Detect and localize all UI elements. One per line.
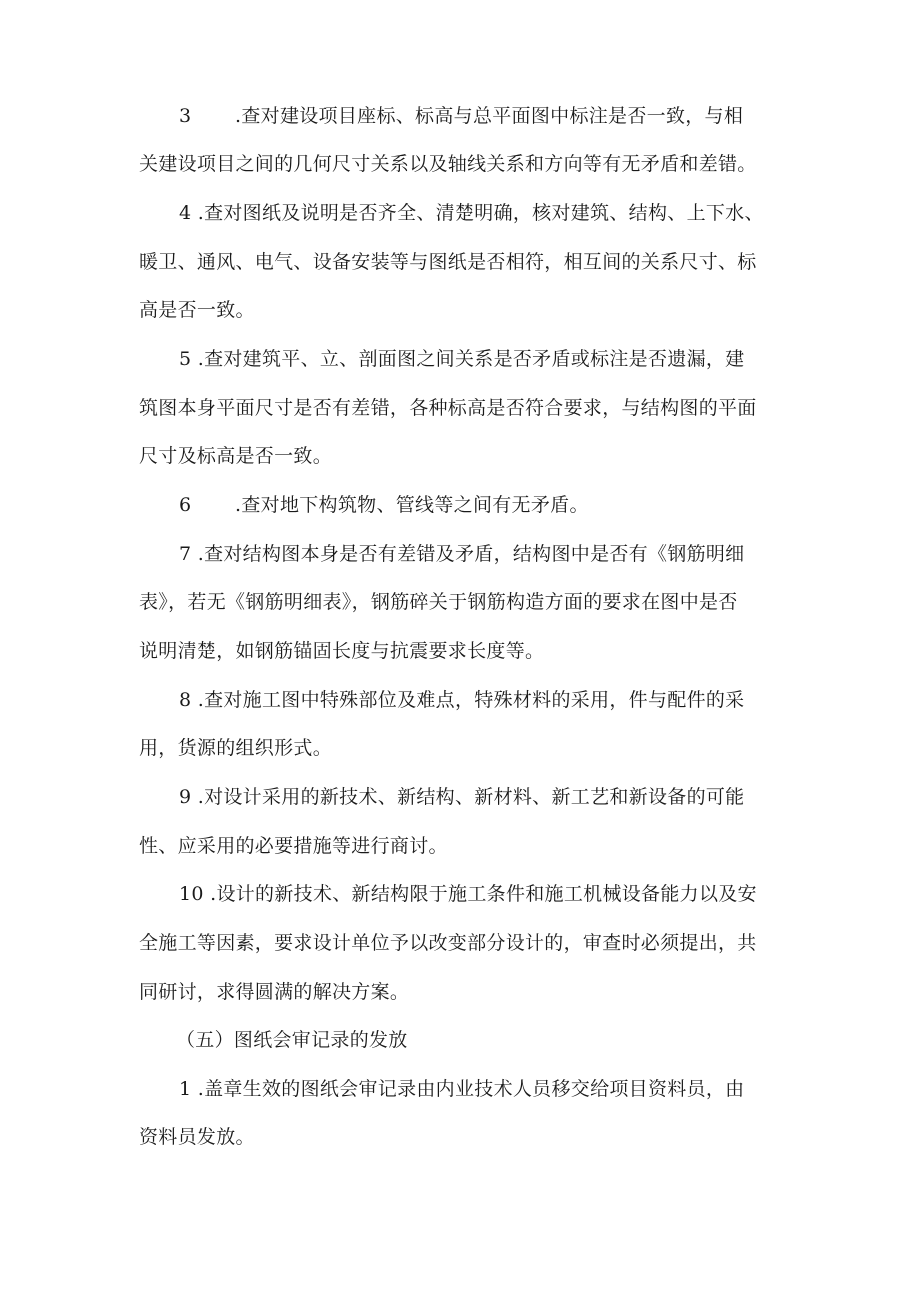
paragraph-1-line-2: 资料员发放。 — [139, 1126, 255, 1148]
paragraph-10-line-3: 同研讨，求得圆满的解决方案。 — [139, 981, 410, 1003]
paragraph-10-line-2: 全施工等因素，要求设计单位予以改变部分设计的，审查时必须提出，共 — [139, 932, 757, 954]
paragraph-4-line-3: 高是否一致。 — [139, 299, 255, 321]
paragraph-5-line-2: 筑图本身平面尺寸是否有差错，各种标高是否符合要求，与结构图的平面 — [139, 397, 757, 419]
paragraph-3-line-1 — [179, 104, 743, 128]
paragraph-7-line-3: 说明清楚，如钢筋锚固长度与抗震要求长度等。 — [139, 640, 545, 662]
paragraph-6-line-1 — [179, 493, 589, 517]
paragraph-4-line-1: 4 .查对图纸及说明是否齐全、清楚明确，核对建筑、结构、上下水、 — [179, 202, 764, 224]
paragraph-7-line-1: 7 .查对结构图本身是否有差错及矛盾，结构图中是否有《钢筋明细 — [179, 543, 745, 565]
paragraph-6-line-1-text: .查对地下构筑物、管线等之间有无矛盾。 — [235, 494, 589, 516]
paragraph-5-line-1: 5 .查对建筑平、立、剖面图之间关系是否矛盾或标注是否遗漏，建 — [179, 348, 745, 370]
paragraph-4-line-2: 暖卫、通风、电气、设备安装等与图纸是否相符，相互间的关系尺寸、标 — [139, 251, 757, 273]
paragraph-3-line-2: 关建设项目之间的几何尺寸关系以及轴线关系和方向等有无矛盾和差错。 — [139, 153, 757, 175]
paragraph-9-line-1: 9 .对设计采用的新技术、新结构、新材料、新工艺和新设备的可能 — [179, 786, 745, 808]
paragraph-8-line-1: 8 .查对施工图中特殊部位及难点，特殊材料的采用，件与配件的采 — [179, 689, 745, 711]
paragraph-8-line-2: 用，货源的组织形式。 — [139, 737, 333, 759]
paragraph-1-line-1: 1 .盖章生效的图纸会审记录由内业技术人员移交给项目资料员，由 — [179, 1078, 745, 1100]
section-heading: （五）图纸会审记录的发放 — [176, 1029, 408, 1051]
paragraph-5-line-3: 尺寸及标高是否一致。 — [139, 445, 333, 467]
item-number-6: 6 — [179, 494, 192, 516]
paragraph-7-line-2: 表》，若无《钢筋明细表》，钢筋碎关于钢筋构造方面的要求在图中是否 — [139, 591, 738, 613]
item-number-3: 3 — [179, 105, 192, 127]
paragraph-3-line-1-text: .查对建设项目座标、标高与总平面图中标注是否一致，与相 — [235, 105, 744, 127]
paragraph-9-line-2: 性、应采用的必要措施等进行商讨。 — [139, 835, 448, 857]
paragraph-10-line-1: 10 .设计的新技术、新结构限于施工条件和施工机械设备能力以及安 — [179, 883, 757, 905]
